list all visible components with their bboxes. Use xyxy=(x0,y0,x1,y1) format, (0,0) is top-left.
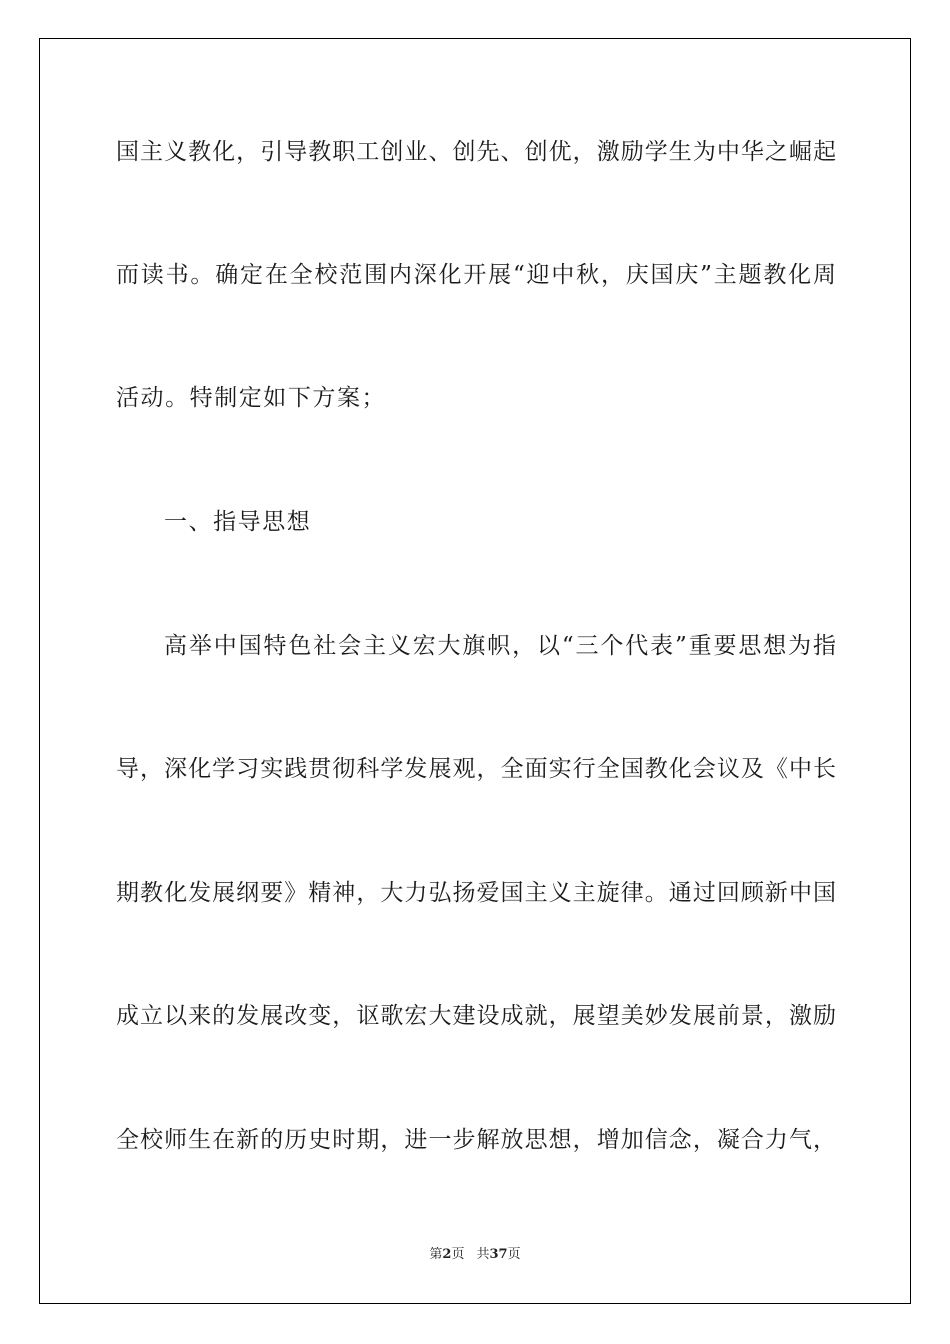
footer-page-suffix: 页 xyxy=(451,1247,465,1262)
body-line-3: 活动。特制定如下方案； xyxy=(116,385,387,411)
body-line-9: 全校师生在新的历史时期，进一步解放思想，增加信念，凝合力气， xyxy=(116,1127,836,1153)
body-line-8: 成立以来的发展改变，讴歌宏大建设成就，展望美妙发展前景，激励 xyxy=(116,1003,836,1029)
body-line-7: 期教化发展纲要》精神，大力弘扬爱国主义主旋律。通过回顾新中国 xyxy=(116,880,836,906)
footer-total-pages: 37 xyxy=(489,1247,508,1262)
page-footer xyxy=(0,1246,950,1264)
page-border xyxy=(39,38,911,1304)
body-line-5: 高举中国特色社会主义宏大旗帜，以“三个代表”重要思想为指 xyxy=(164,633,836,659)
footer-page-prefix: 第 xyxy=(429,1247,443,1262)
footer-total-prefix: 共 xyxy=(476,1247,490,1262)
footer-total-suffix: 页 xyxy=(507,1247,521,1262)
footer-page-number: 2 xyxy=(442,1247,452,1262)
body-line-1: 国主义教化，引导教职工创业、创先、创优，激励学生为中华之崛起 xyxy=(116,139,836,165)
body-line-2: 而读书。确定在全校范围内深化开展“迎中秋，庆国庆”主题教化周 xyxy=(116,262,836,288)
body-line-6: 导，深化学习实践贯彻科学发展观，全面实行全国教化会议及《中长 xyxy=(116,756,836,782)
section-heading: 一、指导思想 xyxy=(164,509,312,535)
